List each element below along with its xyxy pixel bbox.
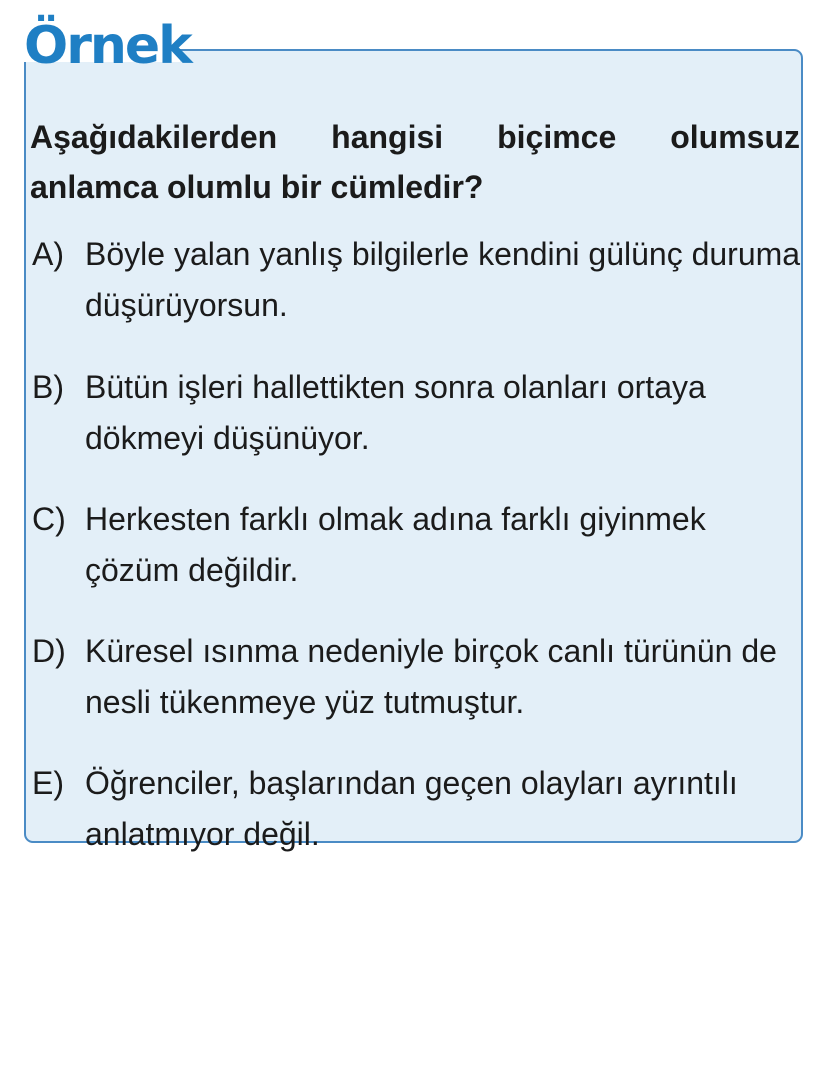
option-c-letter: C) <box>32 501 66 537</box>
option-a-text: Böyle yalan yanlış bilgilerle kendini gülünç duruma düşürüyorsun. <box>85 236 801 323</box>
option-d-text: Küresel ısınma nedeniyle birçok canlı türünün de nesli tükenmeye yüz tutmuştur. <box>85 633 777 720</box>
option-b-letter: B) <box>32 369 64 405</box>
option-e-letter: E) <box>32 765 64 801</box>
example-heading: Örnek <box>24 16 191 76</box>
option-e[interactable] <box>32 758 802 860</box>
option-c-text: Herkesten farklı olmak adına farklı giyinmek çözüm değildir. <box>85 501 706 588</box>
option-b[interactable] <box>32 362 802 464</box>
question-text: Aşağıdakilerden hangisi biçimce olumsuz anlamca olumlu bir cümledir? <box>30 119 800 205</box>
option-d[interactable] <box>32 626 802 728</box>
option-a-letter: A) <box>32 236 64 272</box>
option-c[interactable] <box>32 494 802 596</box>
option-b-text: Bütün işleri hallettikten sonra olanları ortaya dökmeyi düşünüyor. <box>85 369 706 456</box>
option-a[interactable] <box>32 229 802 331</box>
option-e-text: Öğrenciler, başlarından geçen olayları ayrıntılı anlatmıyor değil. <box>85 765 738 852</box>
option-d-letter: D) <box>32 633 66 669</box>
